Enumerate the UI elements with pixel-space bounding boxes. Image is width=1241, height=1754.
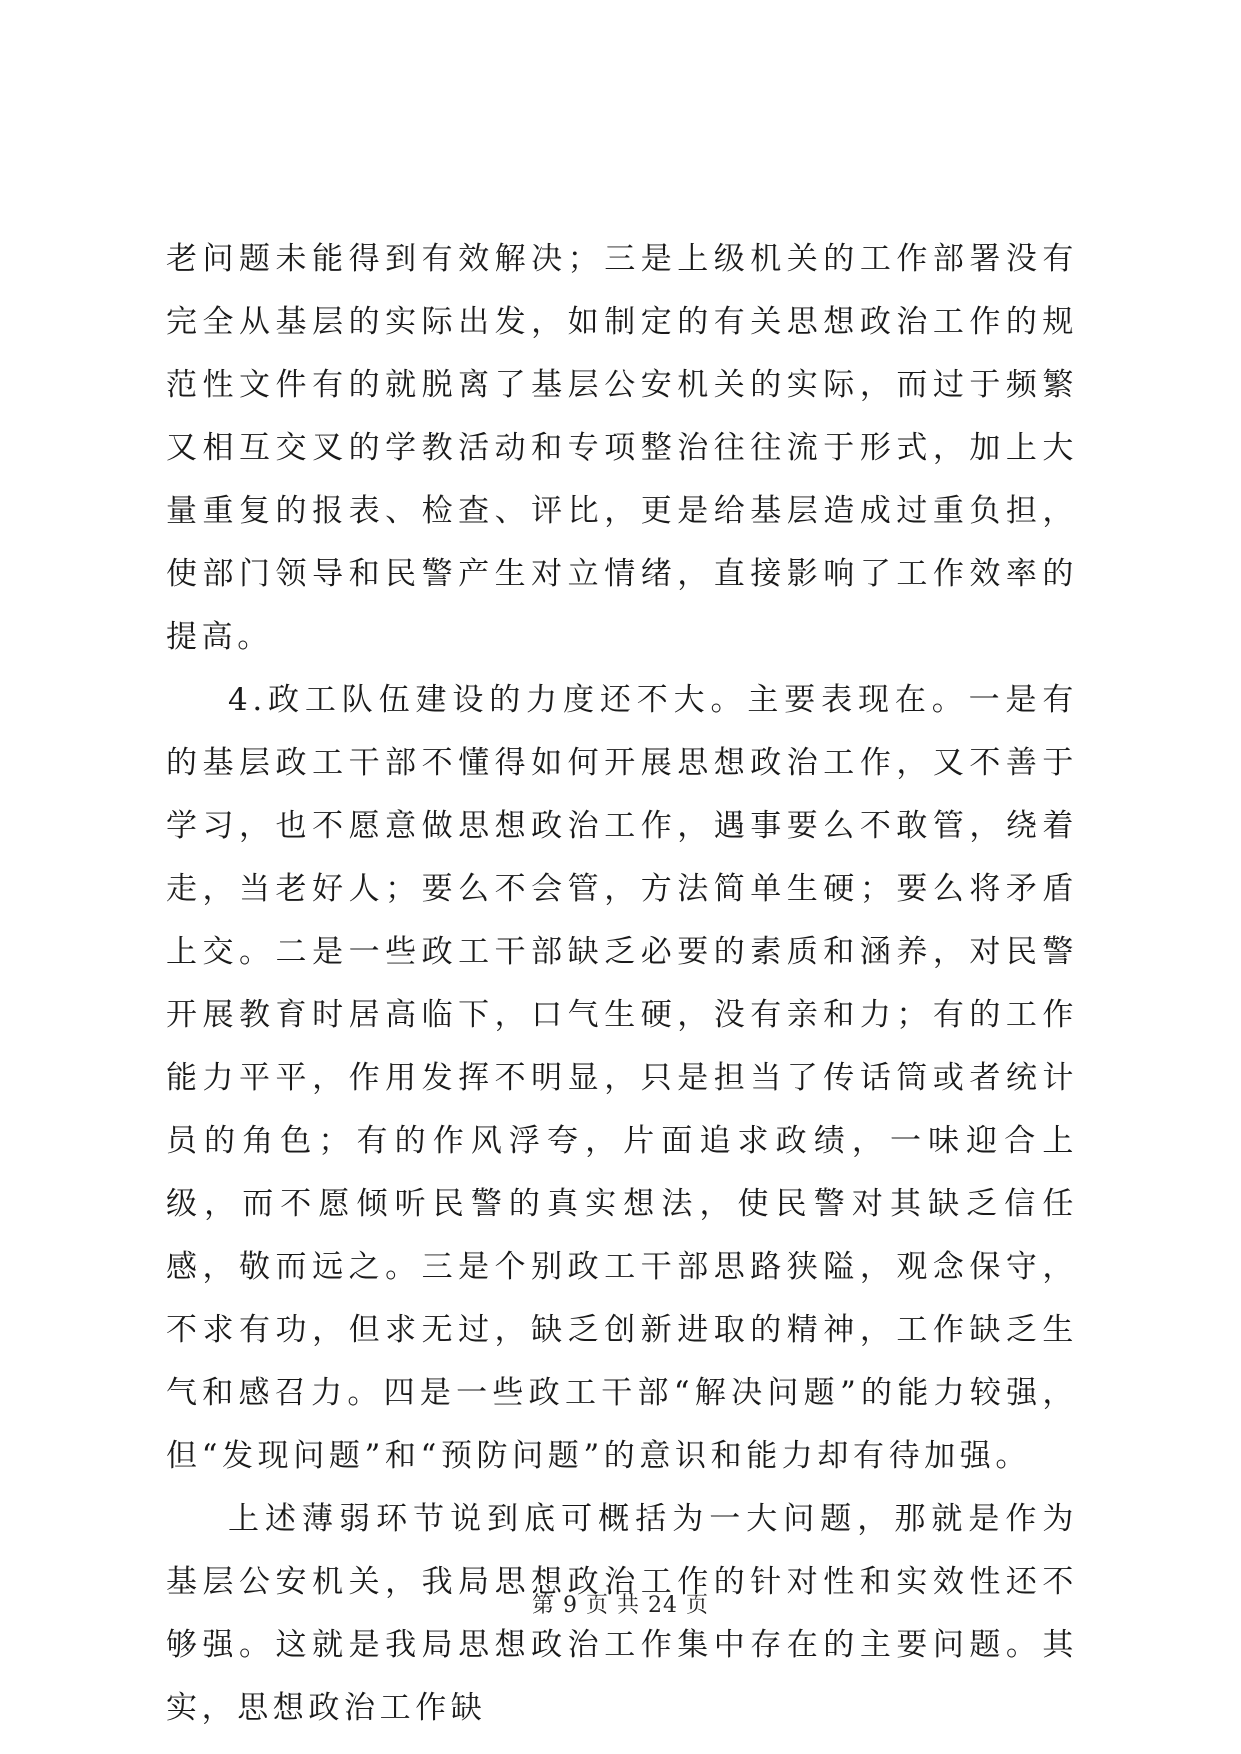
- page-footer: 第 9 页 共 24 页: [532, 1593, 709, 1618]
- paragraph-item-4: 4.政工队伍建设的力度还不大。主要表现在。一是有的基层政工干部不懂得如何开展思想政治工作，又不善于学习，也不愿意做思想政治工作，遇事要么不敢管，绕着走，当老好人；要么不会管，方法简单生硬；要么将矛盾上交。二是一些政工干部缺乏必要的素质和涵养，对民警开展教育时居高临下，口气生硬，没有亲和力；有的工作能力平平，作用发挥不明显，只是担当了传话筒或者统计员的角色；有的作风浮夸，片面追求政绩，一味迎合上级，而不愿倾听民警的真实想法，使民警对其缺乏信任感，敬而远之。三是个别政工干部思路狭隘，观念保守，不求有功，但求无过，缺乏创新进取的精神，工作缺乏生气和感召力。四是一些政工干部“解决问题”的能力较强，但“发现问题”和“预防问题”的意识和能力却有待加强。: [166, 682, 1078, 1474]
- document-body: [166, 228, 1078, 1740]
- paragraph-continuation: 老问题未能得到有效解决；三是上级机关的工作部署没有完全从基层的实际出发，如制定的有关思想政治工作的规范性文件有的就脱离了基层公安机关的实际，而过于频繁又相互交叉的学教活动和专项整治往往流于形式，加上大量重复的报表、检查、评比，更是给基层造成过重负担，使部门领导和民警产生对立情绪，直接影响了工作效率的提高。: [166, 241, 1078, 655]
- paragraph-summary: 上述薄弱环节说到底可概括为一大问题，那就是作为基层公安机关，我局思想政治工作的针对性和实效性还不够强。这就是我局思想政治工作集中存在的主要问题。其实，思想政治工作缺: [166, 1501, 1078, 1726]
